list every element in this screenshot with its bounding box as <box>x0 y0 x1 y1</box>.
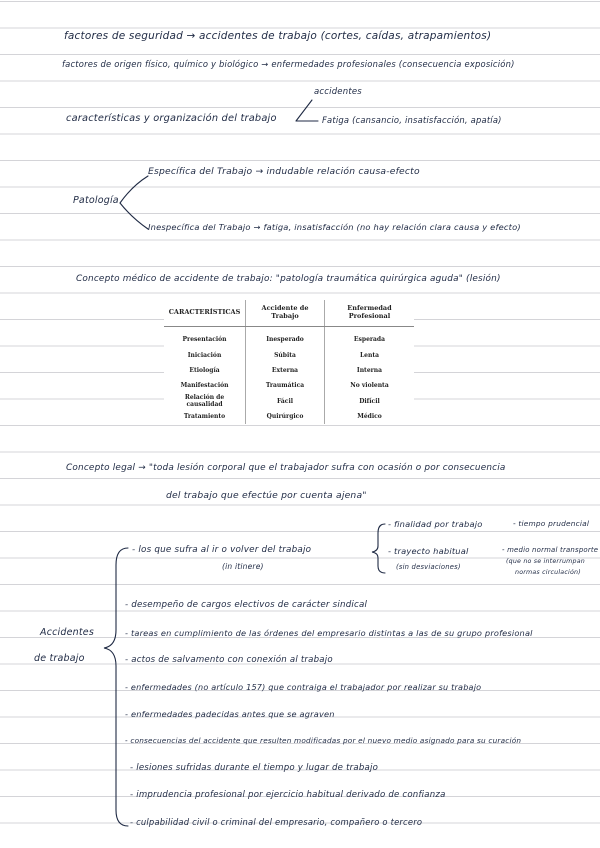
sub-trayecto: - trayecto habitual <box>388 546 469 556</box>
table-cell: Manifestación <box>180 382 229 390</box>
concepto-legal-line2: del trabajo que efectúe por cuenta ajena" <box>166 490 367 501</box>
table-cell: Médico <box>357 413 382 421</box>
table-cell: Externa <box>246 363 325 378</box>
table-cell: Inesperado <box>246 327 325 348</box>
table-cell: Interna <box>356 366 383 374</box>
table-cell: Relación de causalidad <box>184 394 225 409</box>
table-header-cell: Enfermedad Profesional <box>324 300 414 327</box>
sub-finalidad: - finalidad por trabajo <box>388 519 483 529</box>
accidentes-label-line1: Accidentes <box>40 627 94 638</box>
table-header-cell: Accidente de Trabajo <box>246 300 325 327</box>
item-ir-volver: - los que sufra al ir o volver del trabajo <box>132 545 312 555</box>
table-row <box>164 409 414 424</box>
list-item: - tareas en cumplimiento de las órdenes del empresario distintas a las de su grupo profesional <box>125 628 533 638</box>
itinere-brace <box>372 524 385 573</box>
table-cell: Traumática <box>246 378 325 393</box>
list-item: - consecuencias del accidente que resulten modificadas por el nuevo medio asignado para su curación <box>125 736 522 745</box>
table-cell: Difícil <box>359 397 380 405</box>
table-row <box>164 347 414 362</box>
table-cell: Iniciación <box>187 351 222 359</box>
table-cell: Presentación <box>182 336 227 344</box>
patologia-brace-upper <box>120 176 148 203</box>
fork-up-stroke <box>296 100 312 121</box>
label-in-itinere: (in itinere) <box>222 562 264 571</box>
list-item: - culpabilidad civil o criminal del empresario, compañero o tercero <box>130 817 423 827</box>
sub-medio-note2: normas circulación) <box>515 569 581 576</box>
label-accidentes-small: accidentes <box>314 87 362 97</box>
sub-medio-note1: (que no se interrumpan <box>506 558 585 565</box>
line-factores-origen: factores de origen físico, químico y biológico → enfermedades profesionales (consecuencia exposición) <box>62 59 515 69</box>
table-row <box>164 327 414 348</box>
table-row <box>164 394 414 409</box>
list-item: - enfermedades padecidas antes que se agraven <box>125 709 335 719</box>
table-cell: Esperada <box>353 336 386 344</box>
table-cell: Fácil <box>246 394 325 409</box>
sub-tiempo: - tiempo prudencial <box>513 519 590 528</box>
list-item: - lesiones sufridas durante el tiempo y lugar de trabajo <box>130 763 379 773</box>
line-factores-seguridad: factores de seguridad → accidentes de trabajo (cortes, caídas, atrapamientos) <box>64 30 492 42</box>
table-cell: Súbita <box>246 347 325 362</box>
sub-sin-desviaciones: (sin desviaciones) <box>396 563 461 571</box>
sub-medio: - medio normal transporte <box>502 546 599 554</box>
concepto-legal-line1: Concepto legal → "toda lesión corporal que el trabajador sufra con ocasión o por consecuencia <box>66 463 506 473</box>
table-row <box>164 378 414 393</box>
patologia-especifica: Específica del Trabajo → indudable relación causa-efecto <box>148 166 420 177</box>
list-item: - enfermedades (no artículo 157) que contraiga el trabajador por realizar su trabajo <box>125 682 482 692</box>
table-header-cell: CARACTERÍSTICAS <box>164 300 246 327</box>
table-cell: Etiología <box>189 366 220 374</box>
list-item: - desempeño de cargos electivos de carácter sindical <box>125 600 368 610</box>
table-cell: Lenta <box>359 351 380 359</box>
table-cell: Tratamiento <box>183 413 226 421</box>
patologia-label: Patología <box>73 195 119 206</box>
patologia-inespecifica: Inespecífica del Trabajo → fatiga, insatisfacción (no hay relación clara causa y efecto) <box>148 222 521 232</box>
table-cell: No violenta <box>350 382 389 390</box>
table-cell: Quirúrgico <box>246 409 325 424</box>
patologia-brace-lower <box>120 203 148 229</box>
table-header-row <box>164 300 414 327</box>
list-item: - actos de salvamento con conexión al trabajo <box>125 655 333 665</box>
line-fatiga: Fatiga (cansancio, insatisfacción, apatía) <box>322 115 502 125</box>
line-caracteristicas: características y organización del trabajo <box>66 113 277 124</box>
concepto-medico: Concepto médico de accidente de trabajo: "patología traumática quirúrgica aguda" (lesión) <box>76 274 501 284</box>
list-item: - imprudencia profesional por ejercicio habitual derivado de confianza <box>130 790 446 800</box>
comparison-table <box>164 300 414 424</box>
accidentes-label-line2: de trabajo <box>34 653 85 664</box>
table-row <box>164 363 414 378</box>
comparison-table-image <box>164 300 414 420</box>
